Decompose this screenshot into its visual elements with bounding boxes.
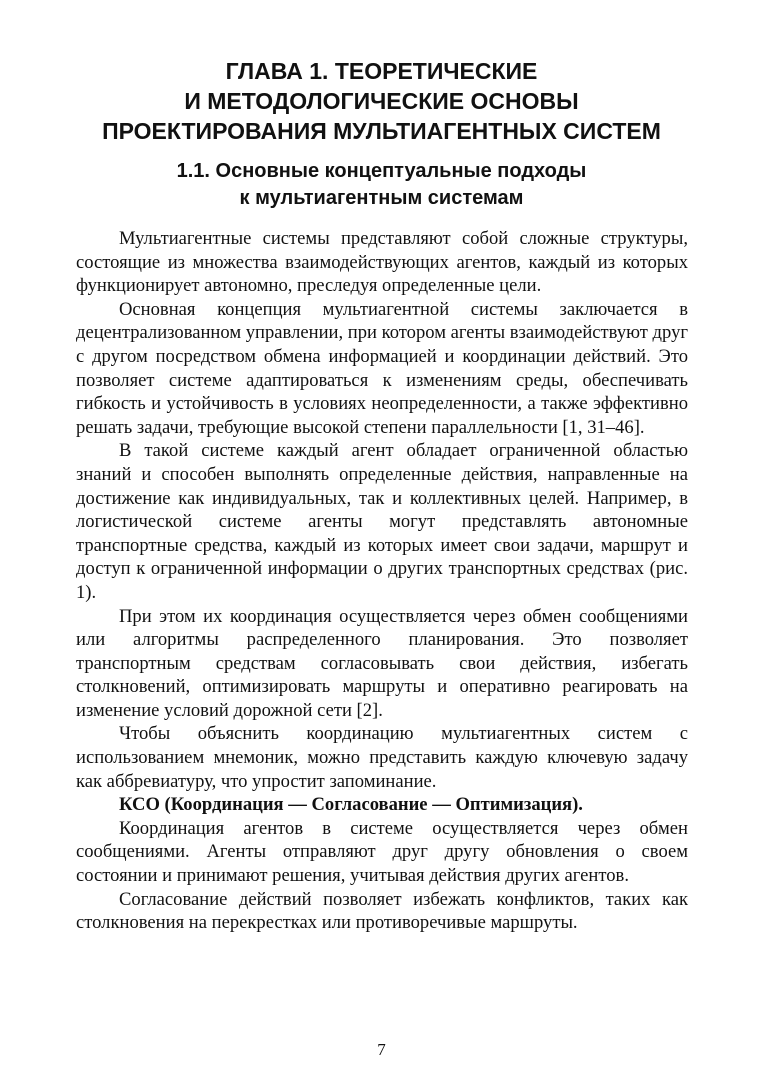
chapter-title-line: ГЛАВА 1. ТЕОРЕТИЧЕСКИЕ: [225, 58, 538, 84]
paragraph: Основная концепция мультиагентной системы заключается в децентрализованном управлении, при котором агенты взаимодействуют друг с другом посредством обмена информацией и координации действий. Это позволяет системе адаптироваться к изменениям среды, обеспечивать гибкость и устойчивость в условиях неопределенности, а также эффективно решать задачи, требующие высокой степени параллельности [1, 31–46].: [76, 298, 688, 438]
paragraph: Мультиагентные системы представляют собой сложные структуры, состоящие из множества взаимодействующих агентов, каждый из которых функционирует автономно, преследуя определенные цели.: [76, 228, 688, 297]
paragraph: Согласование действий позволяет избежать конфликтов, таких как столкновения на перекрестках или противоречивые маршруты.: [76, 888, 688, 934]
paragraph: В такой системе каждый агент обладает ограниченной областью знаний и способен выполнять определенные действия, направленные на достижение как индивидуальных, так и коллективных целей. Например, в логистической системе агенты могут представлять автономные транспортные средства, каждый из которых имеет свои задачи, маршрут и доступ к ограниченной информации о других транспортных средствах (рис. 1).: [76, 440, 688, 603]
body-text: [76, 227, 688, 935]
paragraph: Координация агентов в системе осуществляется через обмен сообщениями. Агенты отправляют друг другу обновления о своем состоянии и принимают решения, учитывая действия других агентов.: [76, 817, 688, 887]
section-title: [40, 158, 723, 212]
chapter-title-line: ПРОЕКТИРОВАНИЯ МУЛЬТИАГЕНТНЫХ СИСТЕМ: [102, 118, 661, 144]
section-title-line: 1.1. Основные концептуальные подходы: [176, 160, 587, 182]
chapter-title: [40, 56, 723, 146]
page-number: 7: [377, 1040, 386, 1059]
paragraph: Чтобы объяснить координацию мультиагентных систем с использованием мнемоник, можно представить каждую ключевую задачу как аббревиатуру, что упростит запоминание.: [76, 723, 688, 792]
paragraph: При этом их координация осуществляется через обмен сообщениями или алгоритмы распределенного планирования. Это позволяет транспортным средствам согласовывать свои действия, избегать столкновений, оптимизировать маршруты и оперативно реагировать на изменение условий дорожной сети [2].: [76, 605, 688, 721]
chapter-title-line: И МЕТОДОЛОГИЧЕСКИЕ ОСНОВЫ: [184, 88, 579, 114]
mnemonic-heading: КСО (Координация — Согласование — Оптимизация).: [119, 794, 583, 816]
section-title-line: к мультиагентным системам: [239, 187, 524, 209]
